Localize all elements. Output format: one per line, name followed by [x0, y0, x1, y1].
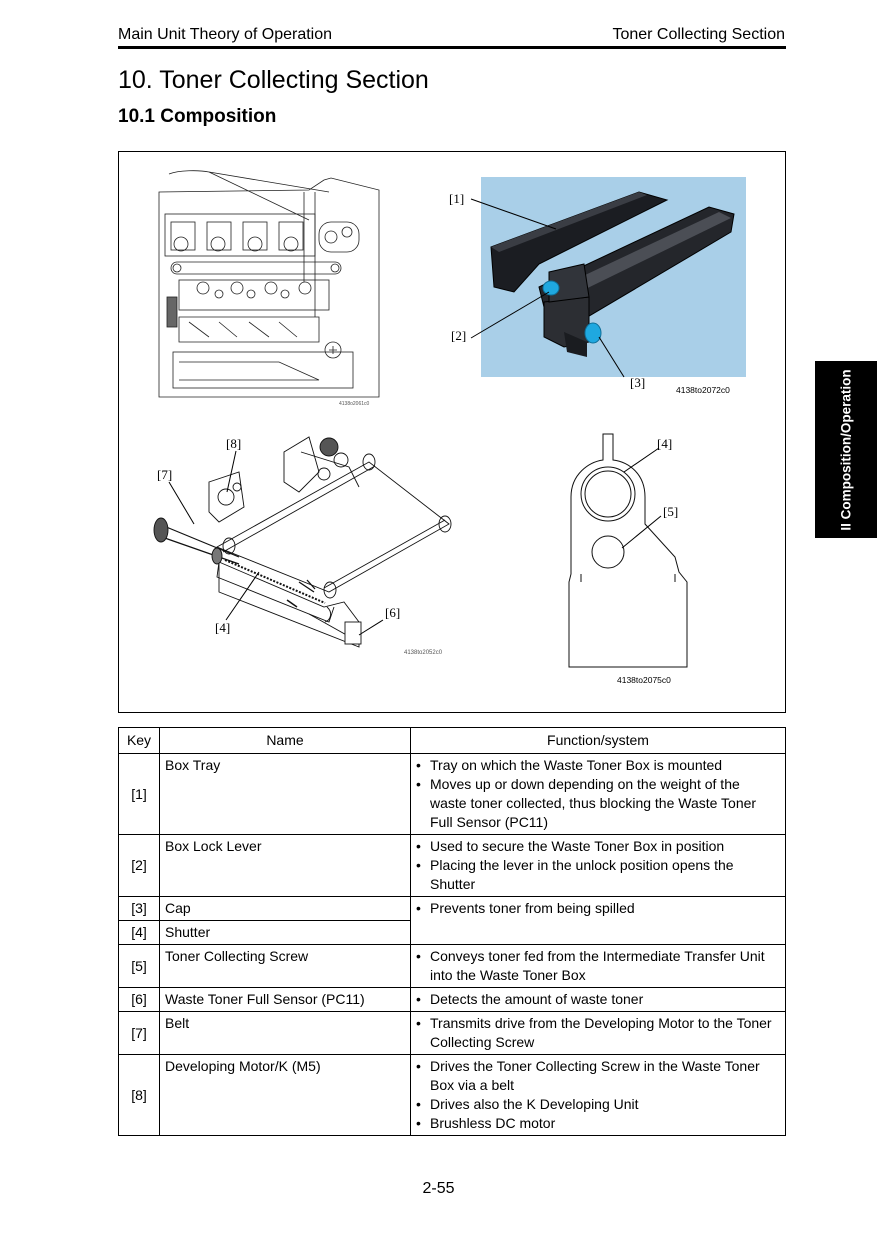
subsection-title: 10.1 Composition: [118, 106, 277, 127]
function-item: • Transmits drive from the Developing Motor to the Toner Collecting Screw: [430, 1014, 780, 1052]
page-header-right: Toner Collecting Section: [612, 26, 785, 43]
box-leader-lines: [622, 448, 661, 548]
row-name: Shutter: [160, 921, 411, 945]
table-row: [119, 835, 786, 897]
table-row: [119, 754, 786, 835]
header-key: Key: [119, 728, 160, 754]
table-header-row: [119, 728, 786, 754]
row-key: [7]: [119, 1012, 160, 1055]
table-row: [119, 1055, 786, 1136]
caption-box: 4138to2075c0: [617, 675, 671, 685]
side-tab: [815, 361, 877, 538]
row-key: [1]: [119, 754, 160, 835]
row-name: Belt: [160, 1012, 411, 1055]
row-function: [411, 1055, 786, 1136]
function-item: • Used to secure the Waste Toner Box in position: [430, 837, 780, 856]
row-name: Box Tray: [160, 754, 411, 835]
row-name: Developing Motor/K (M5): [160, 1055, 411, 1136]
callout-2: [2]: [451, 328, 467, 343]
row-name: Box Lock Lever: [160, 835, 411, 897]
callout-4-drive: [4]: [215, 620, 231, 635]
row-key: [8]: [119, 1055, 160, 1136]
caption-photo: 4138to2072c0: [676, 385, 730, 395]
function-item: • Placing the lever in the unlock position opens the Shutter: [430, 856, 780, 894]
header-function: Function/system: [411, 728, 786, 754]
row-function: [411, 988, 786, 1012]
table-row: [119, 945, 786, 988]
callout-7: [7]: [157, 467, 173, 482]
row-key: [4]: [119, 921, 160, 945]
function-item: • Prevents toner from being spilled: [430, 899, 780, 918]
function-item: • Brushless DC motor: [430, 1114, 780, 1133]
callout-4-box: [4]: [657, 436, 673, 451]
function-item: • Tray on which the Waste Toner Box is mounted: [430, 756, 780, 775]
caption-drive: 4138to2052c0: [404, 650, 443, 656]
row-function: [411, 897, 786, 945]
table-row: [119, 897, 786, 921]
row-name: Waste Toner Full Sensor (PC11): [160, 988, 411, 1012]
row-key: [3]: [119, 897, 160, 921]
side-tab-label: II Composition/Operation: [838, 368, 854, 531]
composition-table: [118, 727, 786, 1136]
row-key: [6]: [119, 988, 160, 1012]
toner-collecting-drive-drawing: [154, 437, 451, 647]
row-key: [2]: [119, 835, 160, 897]
waste-toner-box-photo: [481, 177, 746, 377]
machine-overview-drawing: [159, 171, 379, 397]
caption-overview: 4138o2061c0: [339, 401, 370, 407]
row-key: [5]: [119, 945, 160, 988]
figure-box: [118, 151, 786, 713]
row-function: [411, 945, 786, 988]
function-item: • Moves up or down depending on the weight of the waste toner collected, thus blocking the Waste Toner Full Sensor (PC11): [430, 775, 780, 832]
function-item: • Drives the Toner Collecting Screw in the Waste Toner Box via a belt: [430, 1057, 780, 1095]
page-header-left: Main Unit Theory of Operation: [118, 26, 333, 43]
row-function: [411, 835, 786, 897]
composition-figure: [119, 152, 785, 712]
callout-6: [6]: [385, 605, 401, 620]
header-rule: [118, 46, 786, 49]
header-name: Name: [160, 728, 411, 754]
function-item: • Conveys toner fed from the Intermediate Transfer Unit into the Waste Toner Box: [430, 947, 780, 985]
function-item: • Detects the amount of waste toner: [430, 990, 780, 1009]
callout-1: [1]: [449, 191, 465, 206]
function-item: • Drives also the K Developing Unit: [430, 1095, 780, 1114]
table-row: [119, 1012, 786, 1055]
row-function: [411, 1012, 786, 1055]
row-function: [411, 754, 786, 835]
row-name: Cap: [160, 897, 411, 921]
callout-5: [5]: [663, 504, 679, 519]
callout-3: [3]: [630, 375, 646, 390]
section-title: 10. Toner Collecting Section: [118, 66, 429, 94]
row-name: Toner Collecting Screw: [160, 945, 411, 988]
table-row: [119, 988, 786, 1012]
callout-8: [8]: [226, 436, 242, 451]
page-number: 2-55: [422, 1180, 455, 1197]
